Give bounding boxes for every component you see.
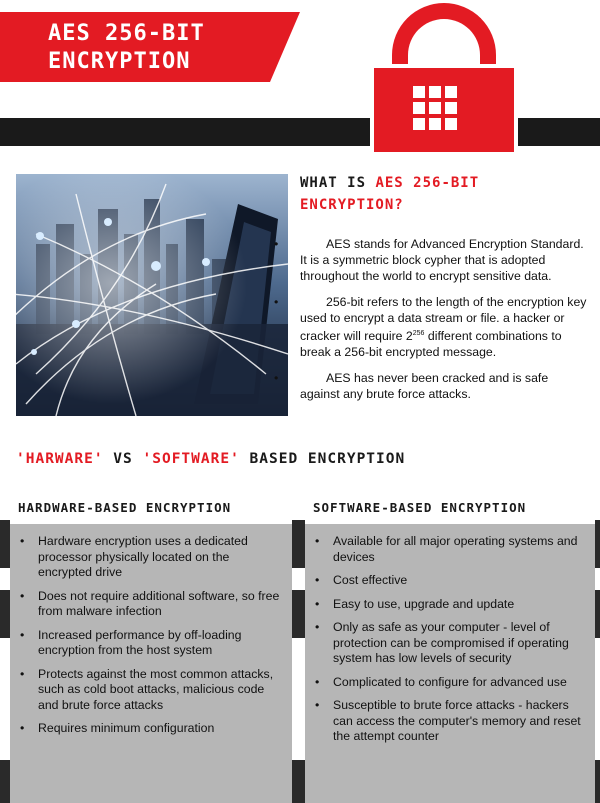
list-item: • Easy to use, upgrade and update: [305, 597, 595, 613]
list-item: • Protects against the most common attacks, such as cold boot attacks, malicious code and brute force attacks: [10, 667, 292, 714]
city-network-image: [16, 174, 288, 416]
exponent: 256: [412, 330, 425, 337]
intro-bullet-list: [300, 236, 590, 412]
list-item: • Hardware encryption uses a dedicated processor physically located on the encrypted drive: [10, 534, 292, 581]
intro-heading-prefix: WHAT IS: [300, 175, 376, 191]
list-item: • Susceptible to brute force attacks - hackers can access the computer's memory and reset the attempt counter: [305, 698, 595, 745]
hardware-panel: [10, 490, 292, 803]
intro-heading-highlight: AES 256-BIT: [375, 175, 480, 191]
list-item: • Only as safe as your computer - level of protection can be compromised if operating system has low levels of security: [305, 620, 595, 667]
list-item: • Does not require additional software, so free from malware infection: [10, 589, 292, 620]
software-panel: [305, 490, 595, 803]
comparison-heading-software: 'SOFTWARE': [142, 451, 240, 467]
comparison-heading: [16, 451, 596, 467]
page-title: [48, 20, 205, 76]
hardware-panel-title: HARDWARE-BASED ENCRYPTION: [10, 490, 292, 524]
comparison-heading-vs: VS: [103, 451, 143, 467]
comparison-heading-rest: BASED ENCRYPTION: [239, 451, 406, 467]
intro-heading: [300, 172, 590, 216]
list-item: • Cost effective: [305, 573, 595, 589]
software-list: [305, 534, 595, 753]
keypad-icon: [413, 86, 457, 130]
intro-bullet: • AES has never been cracked and is safe against any brute force attacks.: [300, 370, 590, 402]
list-item: • Available for all major operating systems and devices: [305, 534, 595, 565]
software-panel-title: SOFTWARE-BASED ENCRYPTION: [305, 490, 595, 524]
comparison-heading-hardware: 'HARWARE': [16, 451, 104, 467]
list-item: • Requires minimum configuration: [10, 721, 292, 737]
hardware-list: [10, 534, 292, 745]
title-line-1: AES 256-BIT: [48, 21, 205, 46]
title-line-2: ENCRYPTION: [48, 49, 191, 74]
list-item: • Complicated to configure for advanced use: [305, 675, 595, 691]
intro-bullet: [300, 294, 590, 360]
list-item: • Increased performance by off-loading encryption from the host system: [10, 628, 292, 659]
intro-bullet-text: 256-bit refers to the length of the encryption key used to encrypt a data stream or file. a hacker or cracker will require 2: [300, 295, 587, 344]
intro-bullet-text: different combinations to break a 256-bit encrypted message.: [300, 329, 562, 360]
intro-heading-highlight-2: ENCRYPTION?: [300, 197, 404, 213]
intro-bullet: • AES stands for Advanced Encryption Standard. It is a symmetric block cypher that is adopted throughout the world to encrypt sensitive data.: [300, 236, 590, 284]
